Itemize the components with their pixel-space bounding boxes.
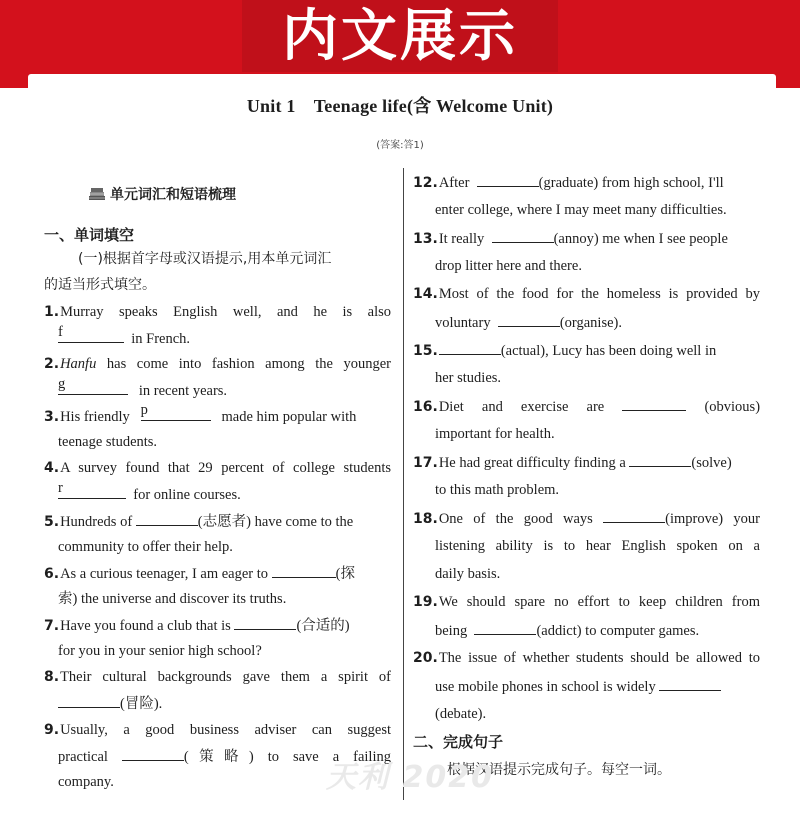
- answer-blank[interactable]: [622, 396, 686, 411]
- question-text: (improve) your: [665, 511, 760, 527]
- answer-blank[interactable]: [136, 511, 198, 526]
- question-12-line2: enter college, where I may meet many difficulties.: [435, 202, 727, 218]
- banner-title: 内文展示: [282, 4, 518, 69]
- question-3-line2: teenage students.: [58, 434, 158, 450]
- question-number: 19.: [413, 594, 438, 610]
- question-20: [413, 648, 760, 668]
- question-text: Most of the food for the homeless is provided by: [438, 286, 760, 302]
- answer-blank[interactable]: [439, 340, 501, 355]
- question-text: use mobile phones in school is widely: [435, 679, 656, 695]
- question-4-line2: [44, 480, 391, 505]
- question-number: 5.: [44, 514, 60, 530]
- section-2-heading: 二、完成句子: [413, 733, 504, 751]
- answer-blank[interactable]: [498, 312, 560, 327]
- question-number: 2.: [44, 356, 60, 372]
- question-2: [44, 354, 391, 374]
- question-8: [44, 667, 391, 687]
- question-5: [44, 511, 391, 532]
- section-1-intro-line2: 的适当形式填空。: [44, 277, 156, 293]
- books-icon: [88, 186, 106, 202]
- question-text: (actual), Lucy has been doing well in: [500, 343, 717, 359]
- blank-group: [122, 749, 254, 765]
- vocab-section-heading: [88, 184, 236, 204]
- question-text: His friendly: [60, 409, 130, 425]
- question-text: (solve): [691, 455, 732, 471]
- question-text: practical: [58, 749, 108, 765]
- question-text: He had great difficulty finding a: [438, 455, 626, 471]
- question-13: [413, 228, 760, 249]
- question-text: (合适的): [296, 618, 350, 634]
- question-text: (graduate) from high school, I'll: [538, 175, 724, 191]
- question-number: 9.: [44, 722, 60, 738]
- question-18-line2: listening ability is to hear English spoken on a: [435, 538, 760, 554]
- question-1: [44, 302, 391, 322]
- question-14: [413, 284, 760, 304]
- vocab-heading-text: 单元词汇和短语梳理: [110, 187, 236, 203]
- question-3: [44, 402, 391, 427]
- question-text: has come into fashion among the younger: [96, 356, 391, 372]
- question-text: (organise).: [559, 315, 622, 331]
- question-9: [44, 720, 391, 740]
- answer-blank[interactable]: [58, 376, 128, 395]
- question-15: [413, 340, 760, 361]
- question-text: in recent years.: [138, 383, 228, 399]
- answer-blank[interactable]: [603, 508, 665, 523]
- question-number: 13.: [413, 231, 438, 247]
- question-text: Murray speaks English well, and he is also: [60, 304, 391, 320]
- question-text: It really: [438, 231, 485, 247]
- question-text: Diet and exercise are: [438, 399, 605, 415]
- initial-letter-hint: g: [58, 376, 66, 392]
- answer-blank[interactable]: [474, 620, 536, 635]
- question-text: being: [435, 623, 468, 639]
- question-7-line2: for you in your senior high school?: [58, 643, 262, 659]
- answer-blank[interactable]: [140, 402, 211, 421]
- question-17-line2: to this math problem.: [435, 482, 560, 498]
- question-18: [413, 508, 760, 529]
- question-text: Usually, a good business adviser can suggest: [60, 722, 391, 738]
- question-15-line2: her studies.: [435, 370, 502, 386]
- question-text: Hundreds of: [60, 514, 133, 530]
- question-number: 12.: [413, 175, 438, 191]
- question-9-line3: company.: [58, 774, 114, 790]
- question-20-line3: (debate).: [435, 706, 487, 722]
- question-19-line2: [413, 620, 760, 641]
- question-number: 15.: [413, 343, 438, 359]
- question-text: (obvious): [704, 399, 761, 415]
- question-text: As a curious teenager, I am eager to: [60, 566, 269, 582]
- column-divider: [403, 168, 404, 800]
- question-number: 3.: [44, 409, 60, 425]
- question-number: 17.: [413, 455, 438, 471]
- question-number: 18.: [413, 511, 438, 527]
- answer-blank[interactable]: [272, 563, 336, 578]
- question-text: Their cultural backgrounds gave them a spirit of: [60, 669, 391, 685]
- question-text: A survey found that 29 percent of college students: [60, 460, 391, 476]
- question-text: One of the good ways: [438, 511, 593, 527]
- question-text: (策略): [183, 749, 254, 765]
- question-4: [44, 458, 391, 478]
- question-number: 7.: [44, 618, 60, 634]
- unit-title: Unit 1 Teenage life(含 Welcome Unit): [246, 96, 554, 116]
- answer-blank[interactable]: [234, 615, 296, 630]
- question-12: [413, 172, 760, 193]
- answer-blank[interactable]: [477, 172, 539, 187]
- question-7: [44, 615, 391, 636]
- initial-letter-hint: r: [58, 480, 63, 496]
- question-text: (志愿者) have come to the: [197, 514, 354, 530]
- question-6-line2: 索) the universe and discover its truths.: [58, 591, 287, 607]
- question-number: 4.: [44, 460, 60, 476]
- question-text: to save a failing: [267, 749, 391, 765]
- answer-blank[interactable]: [492, 228, 554, 243]
- question-number: 8.: [44, 669, 60, 685]
- question-text: (冒险).: [120, 696, 163, 712]
- question-text: made him popular with: [221, 409, 357, 425]
- question-number: 6.: [44, 566, 60, 582]
- initial-letter-hint: f: [58, 324, 63, 340]
- question-16-line2: important for health.: [435, 426, 555, 442]
- section-1-heading: 一、单词填空: [44, 226, 135, 244]
- question-text: (annoy) me when I see people: [553, 231, 728, 247]
- question-number: 1.: [44, 304, 60, 320]
- question-text: for online courses.: [133, 487, 241, 503]
- question-text-italic: Hanfu: [60, 356, 97, 372]
- section-2-intro: 根据汉语提示完成句子。每空一词。: [447, 762, 671, 778]
- initial-letter-hint: p: [140, 402, 148, 418]
- answer-blank[interactable]: [122, 746, 184, 761]
- answer-blank[interactable]: [629, 452, 691, 467]
- question-2-line2: [44, 376, 391, 401]
- question-5-line2: community to offer their help.: [58, 539, 233, 555]
- question-1-line2: [44, 324, 391, 349]
- section-1-intro-line1: (一)根据首字母或汉语提示,用本单元词汇: [78, 251, 332, 267]
- question-text: voluntary: [435, 315, 491, 331]
- question-18-line3: daily basis.: [435, 566, 501, 582]
- answer-blank[interactable]: [58, 693, 120, 708]
- question-16: [413, 396, 760, 417]
- question-20-line2: [413, 676, 760, 697]
- question-text: After: [438, 175, 470, 191]
- question-17: [413, 452, 760, 473]
- question-number: 20.: [413, 650, 438, 666]
- question-19: [413, 592, 760, 612]
- question-6: [44, 563, 391, 584]
- blank-group: [603, 511, 760, 527]
- question-number: 14.: [413, 286, 438, 302]
- answer-page-note: (答案:答1): [376, 140, 424, 151]
- question-text: We should spare no effort to keep children from: [438, 594, 760, 610]
- question-text: The issue of whether students should be allowed to: [438, 650, 760, 666]
- question-14-line2: [413, 312, 760, 333]
- answer-blank[interactable]: [659, 676, 721, 691]
- question-number: 16.: [413, 399, 438, 415]
- question-text: in French.: [131, 331, 191, 347]
- question-13-line2: drop litter here and there.: [435, 258, 582, 274]
- question-text: (探: [335, 566, 355, 582]
- question-text: (addict) to computer games.: [536, 623, 700, 639]
- question-text: Have you found a club that is: [60, 618, 231, 634]
- answer-blank[interactable]: [58, 324, 124, 343]
- question-8-line2: [44, 693, 391, 714]
- publisher-watermark: 天利 2020: [326, 760, 494, 795]
- answer-blank[interactable]: [58, 480, 126, 499]
